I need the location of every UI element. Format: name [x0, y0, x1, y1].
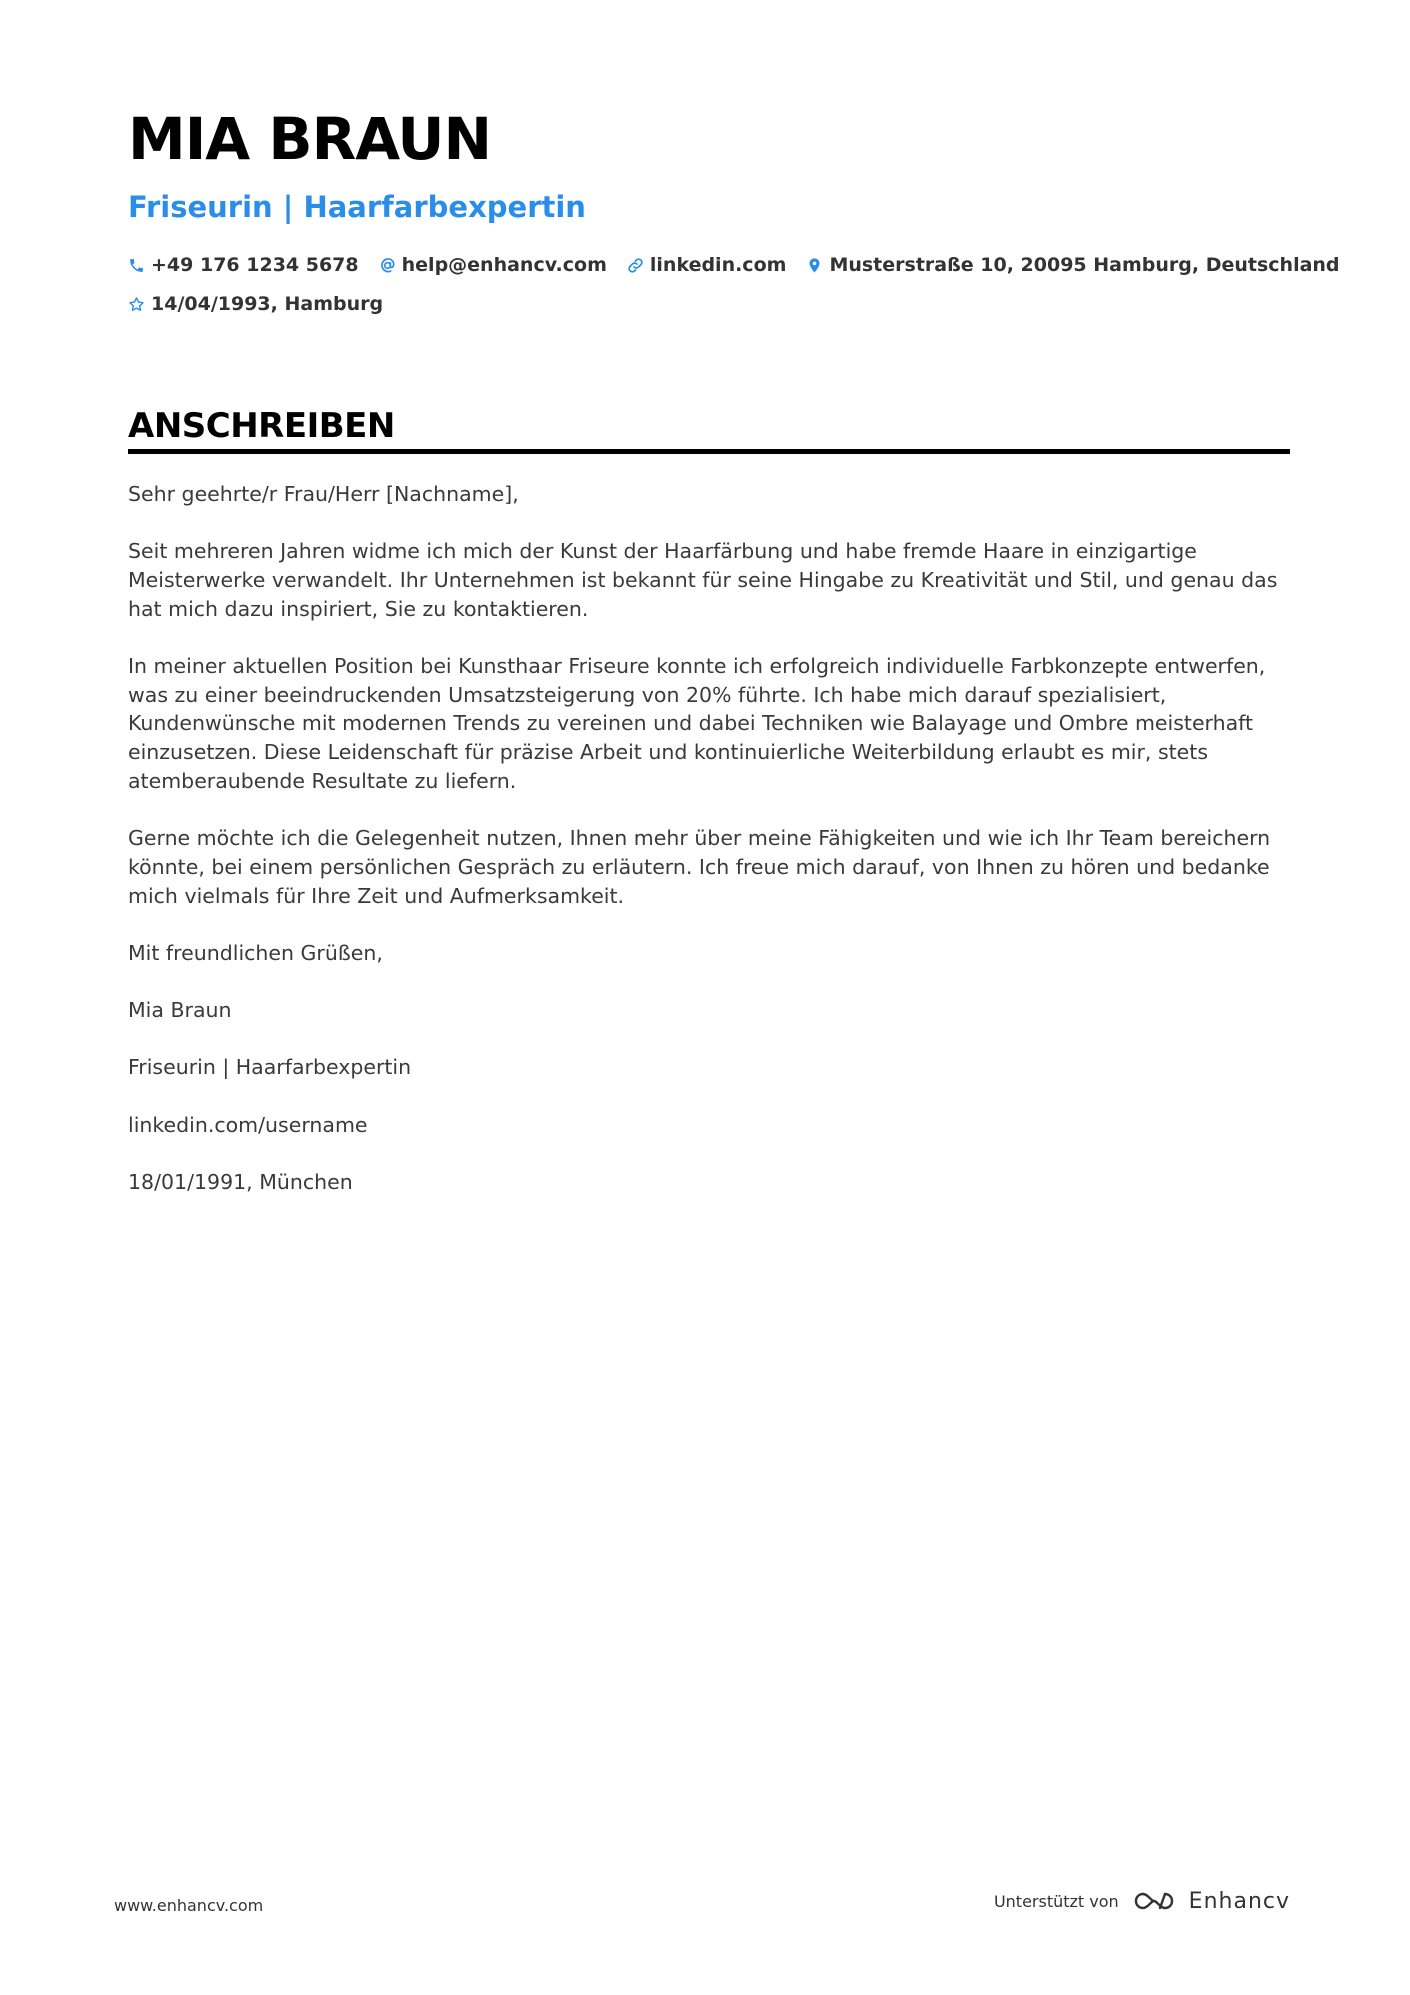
address-text: Musterstraße 10, 20095 Hamburg, Deutschland	[829, 254, 1340, 276]
section-title: ANSCHREIBEN	[128, 406, 395, 446]
powered-by-label: Unterstützt von	[993, 1891, 1119, 1911]
footer-url[interactable]: www.enhancv.com	[114, 1896, 264, 1915]
signature-name: Mia Braun	[128, 998, 232, 1023]
contact-address	[806, 254, 1339, 276]
location-pin-icon	[806, 257, 823, 274]
salutation: Sehr geehrte/r Frau/Herr [Nachname],	[128, 482, 519, 506]
signature-birth: 18/01/1991, München	[128, 1170, 353, 1194]
letter-paragraph: In meiner aktuellen Position bei Kunsthaar Friseure konnte ich erfolgreich individuelle Farbkonzepte entwerfen, was zu einer beeindruckenden Umsatzsteigerung von 20% führte. Ich habe mich darauf spezialisiert, Kundenwünsche mit modernen Trends zu vereinen und dabei Techniken wie Balayage und Ombre meisterhaft einzusetzen. Diese Leidenschaft für präzise Arbeit und kontinuierliche Weiterbildung erlaubt es mir, stets atemberaubende Resultate zu liefern.	[128, 654, 1266, 793]
letter-paragraph: Gerne möchte ich die Gelegenheit nutzen, Ihnen mehr über meine Fähigkeiten und wie ich Ihr Team bereichern könnte, bei einem persönlichen Gespräch zu erläutern. Ich freue mich darauf, von Ihnen zu hören und bedanke mich vielmals für Ihre Zeit und Aufmerksamkeit.	[128, 826, 1271, 908]
phone-icon	[128, 257, 145, 274]
closing: Mit freundlichen Grüßen,	[128, 940, 383, 965]
applicant-name: MIA BRAUN	[128, 105, 491, 173]
birth-text: 14/04/1993, Hamburg	[151, 293, 384, 315]
letter-body	[128, 480, 1290, 1225]
contact-row	[128, 254, 1360, 276]
section-divider	[128, 449, 1290, 454]
contact-birth	[128, 293, 383, 315]
contact-phone	[128, 254, 359, 276]
contact-email[interactable]	[379, 254, 607, 276]
footer-powered-by	[994, 1888, 1290, 1914]
applicant-title: Friseurin | Haarfarbexpertin	[128, 190, 586, 224]
email-text: help@enhancv.com	[401, 254, 607, 276]
enhancv-logo-icon	[1131, 1888, 1177, 1914]
at-icon	[379, 257, 396, 274]
letter-paragraph: Seit mehreren Jahren widme ich mich der Kunst der Haarfärbung und habe fremde Haare in einzigartige Meisterwerke verwandelt. Ihr Unternehmen ist bekannt für seine Hingabe zu Kreativität und Stil, und genau das hat mich dazu inspiriert, Sie zu kontaktieren.	[128, 539, 1278, 621]
linkedin-text: linkedin.com	[649, 254, 787, 276]
contact-row-2	[128, 293, 403, 315]
star-icon	[128, 296, 145, 313]
contact-linkedin[interactable]	[627, 254, 787, 276]
link-icon	[627, 257, 644, 274]
brand-name: Enhancv	[1188, 1888, 1290, 1914]
signature-link: linkedin.com/username	[128, 1112, 368, 1137]
phone-text: +49 176 1234 5678	[151, 254, 359, 276]
signature-title: Friseurin | Haarfarbexpertin	[128, 1055, 412, 1080]
